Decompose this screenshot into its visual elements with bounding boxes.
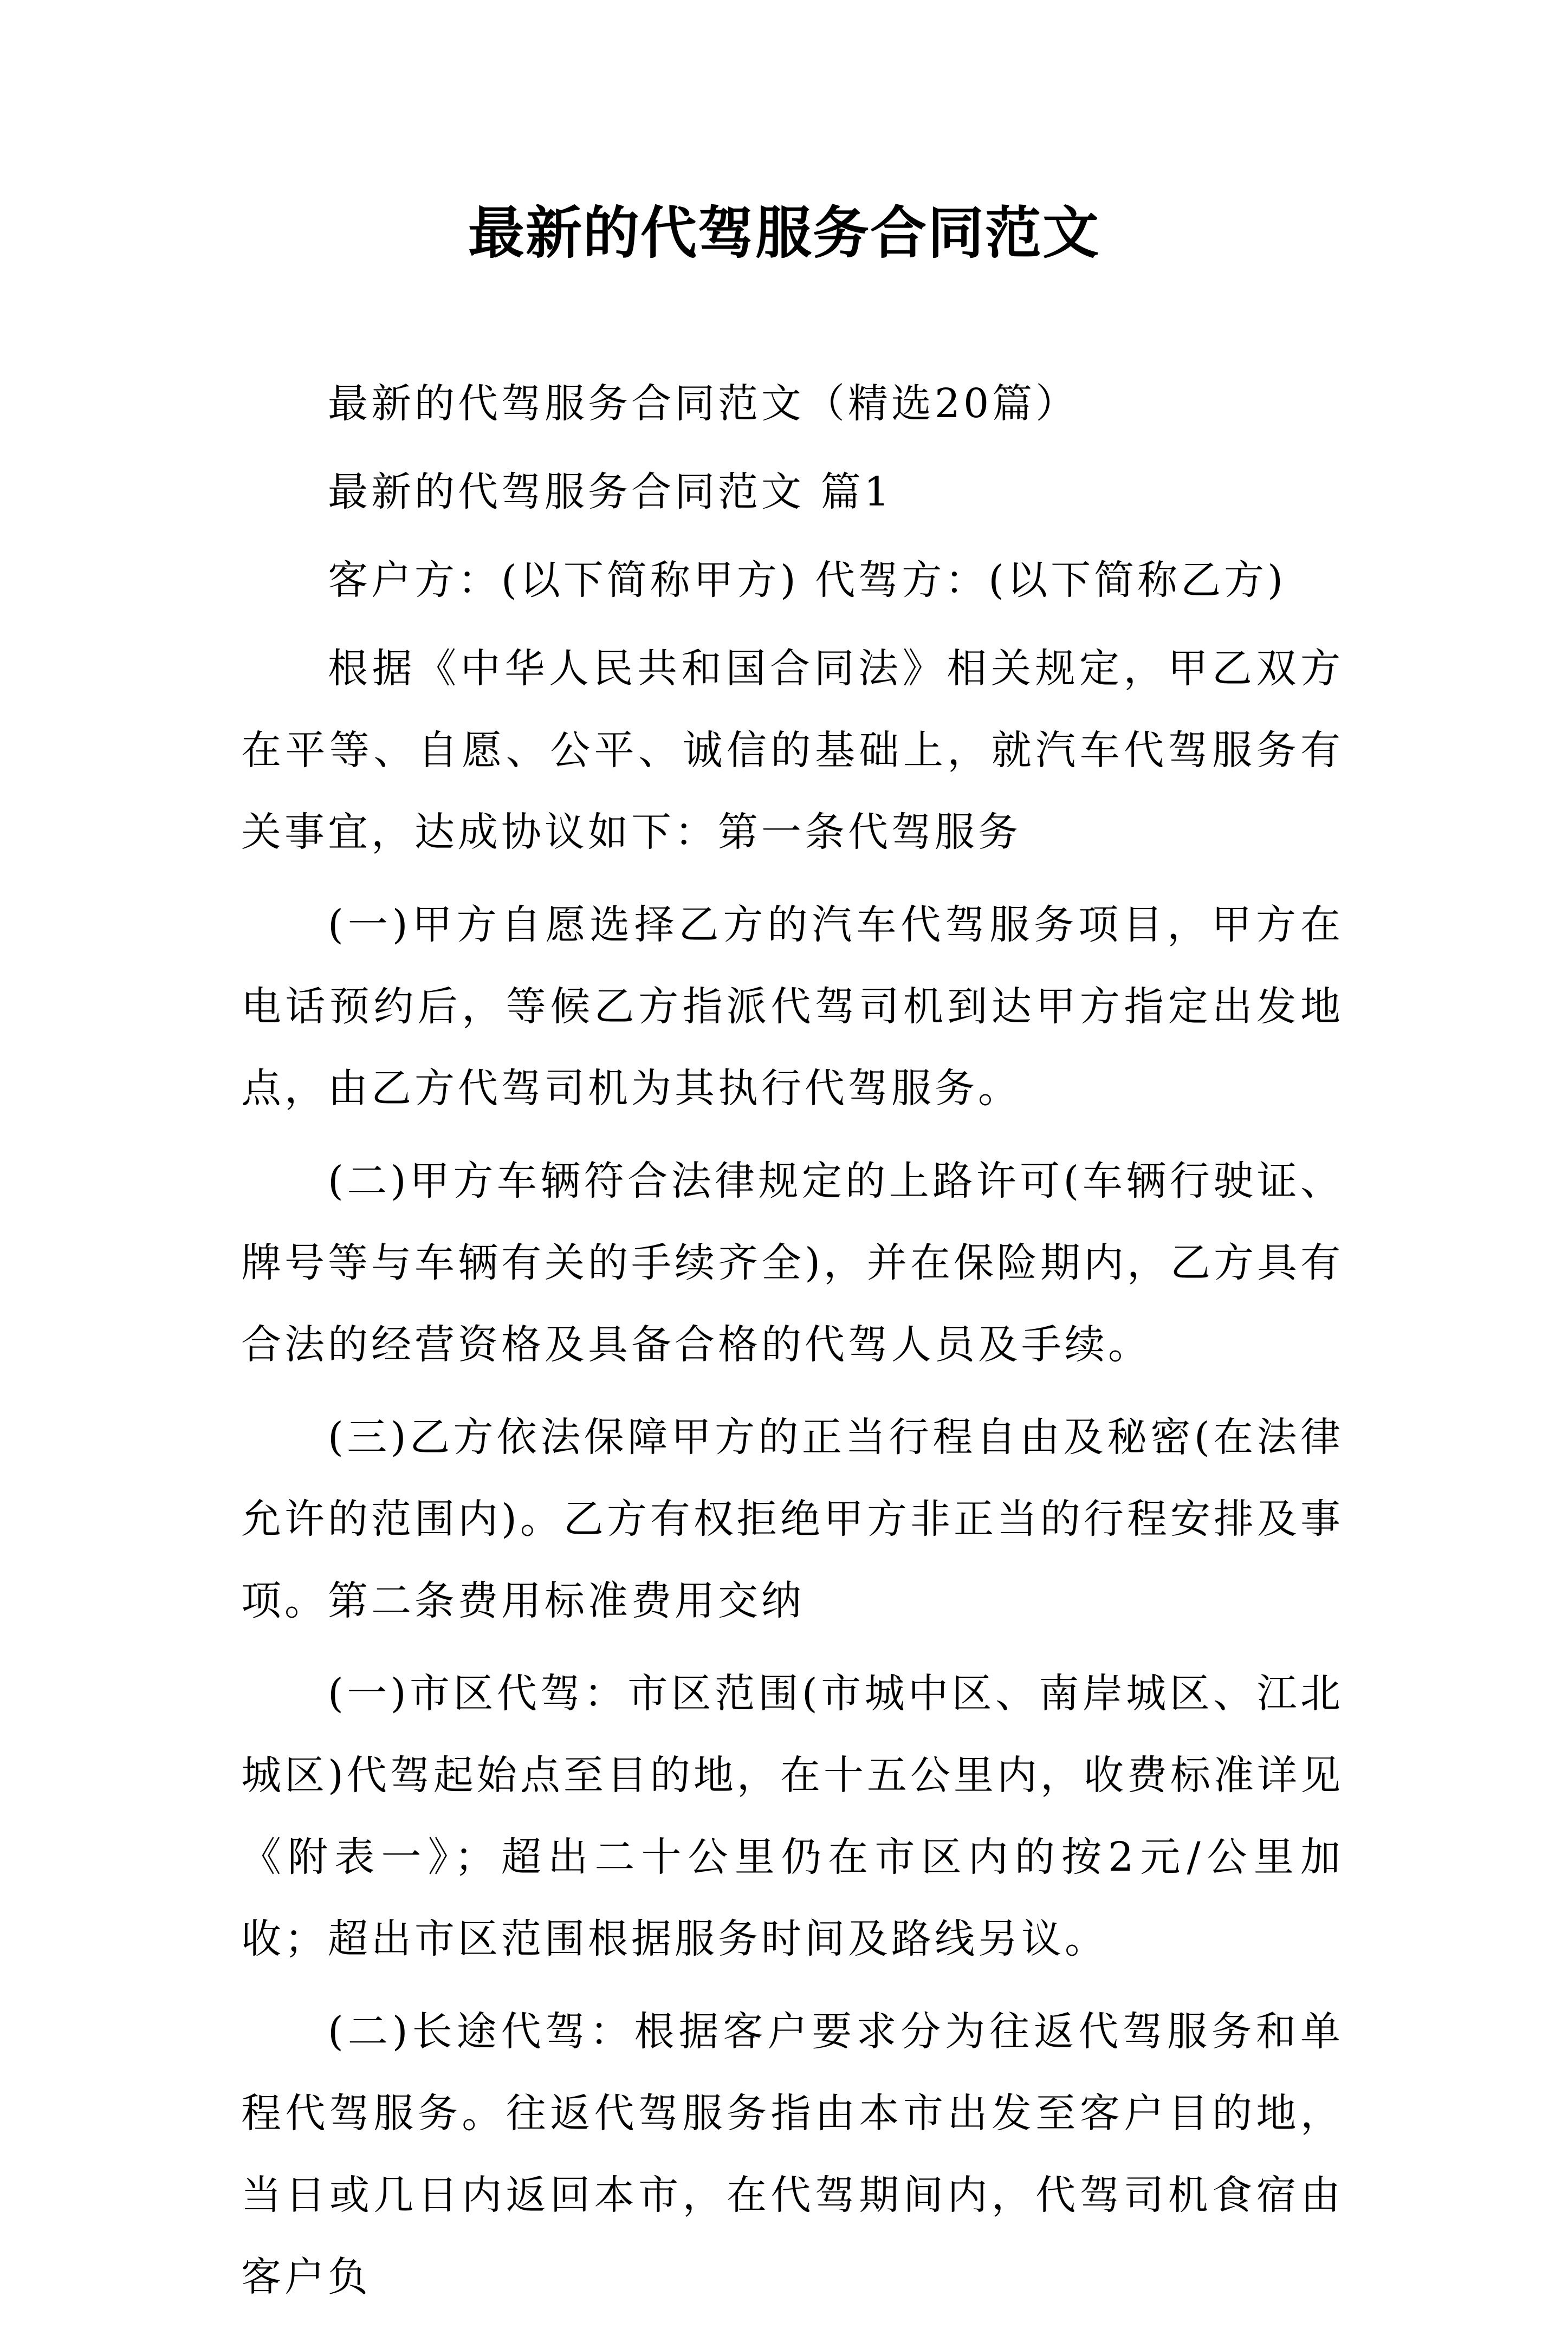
document-body (241, 363, 1344, 2329)
paragraph-subtitle: 最新的代驾服务合同范文（精选20篇） (328, 380, 1079, 427)
document-title: 最新的代驾服务合同范文 (468, 200, 1100, 266)
paragraph-clause-1-3: (三)乙方依法保障甲方的正当行程自由及秘密(在法律允许的范围内)。乙方有权拒绝甲方非正当的行程安排及事项。第二条费用标准费用交纳 (241, 1414, 1344, 1624)
paragraph-preamble: 根据《中华人民共和国合同法》相关规定，甲乙双方在平等、自愿、公平、诚信的基础上，就汽车代驾服务有关事宜，达成协议如下：第一条代驾服务 (241, 645, 1344, 855)
paragraph-parties: 客户方：(以下简称甲方) 代驾方：(以下简称乙方) (328, 557, 1287, 604)
paragraph-clause-1-1: (一)甲方自愿选择乙方的汽车代驾服务项目，甲方在电话预约后，等候乙方指派代驾司机到达甲方指定出发地点，由乙方代驾司机为其执行代驾服务。 (241, 901, 1344, 1112)
paragraph-clause-1-2: (二)甲方车辆符合法律规定的上路许可(车辆行驶证、牌号等与车辆有关的手续齐全)，并在保险期内，乙方具有合法的经营资格及具备合格的代驾人员及手续。 (241, 1158, 1344, 1368)
paragraph-clause-2-2: (二)长途代驾：根据客户要求分为往返代驾服务和单程代驾服务。往返代驾服务指由本市出发至客户目的地，当日或几日内返回本市，在代驾期间内，代驾司机食宿由客户负 (241, 2008, 1344, 2300)
paragraph-clause-2-1: (一)市区代驾：市区范围(市城中区、南岸城区、江北城区)代驾起始点至目的地，在十五公里内，收费标准详见《附表一》；超出二十公里仍在市区内的按2元/公里加收；超出市区范围根据服务时间及路线另议。 (241, 1670, 1344, 1962)
paragraph-section-heading: 最新的代驾服务合同范文 篇1 (328, 469, 893, 515)
